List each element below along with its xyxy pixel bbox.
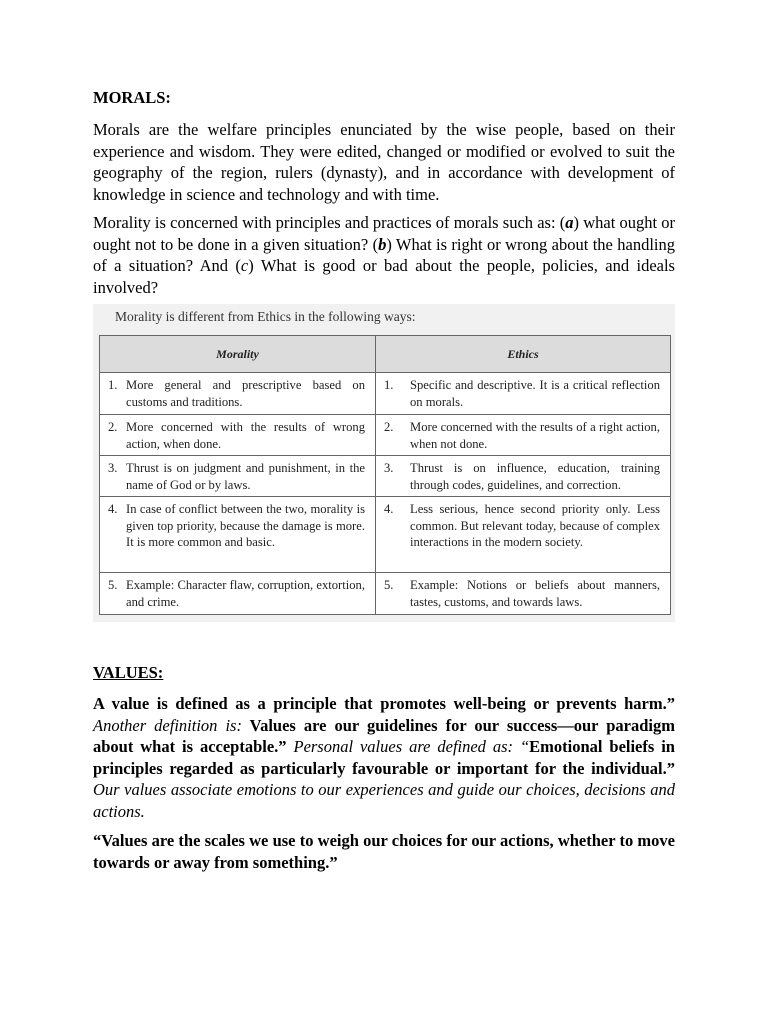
- cell-text: Example: Character flaw, corruption, extortion, and crime.: [126, 578, 365, 609]
- cell-text: More general and prescriptive based on customs and traditions.: [126, 378, 365, 409]
- morality-cell: [100, 573, 376, 615]
- morality-ethics-table: [99, 335, 671, 615]
- morality-cell: [100, 456, 376, 497]
- cell-text: Specific and descriptive. It is a critical reflection on morals.: [410, 378, 660, 409]
- cell-text: More concerned with the results of a right action, when not done.: [410, 420, 660, 451]
- table-row: [100, 497, 671, 573]
- morality-cell: [100, 497, 376, 573]
- table-row: [100, 573, 671, 615]
- label-a: a: [565, 213, 574, 232]
- text-run: ) What is good or bad about the people, policies, and ideals involved?: [93, 256, 675, 297]
- item-number: 2.: [384, 420, 394, 434]
- ethics-cell: [376, 373, 671, 415]
- ethics-cell: [376, 415, 671, 456]
- item-number: 1.: [108, 378, 118, 392]
- values-paragraph: [93, 693, 675, 822]
- values-heading: VALUES:: [93, 663, 164, 682]
- text-run: ) What is right or wrong about the handling of a situation? And (: [93, 234, 675, 275]
- ethics-cell: [376, 456, 671, 497]
- cell-text: Example: Notions or beliefs about manners, tastes, customs, and towards laws.: [410, 578, 660, 609]
- item-number: 5.: [108, 578, 118, 592]
- morals-paragraph-2: [93, 212, 675, 298]
- item-number: 4.: [384, 502, 394, 516]
- label-c: c: [240, 256, 249, 275]
- item-number: 1.: [384, 378, 394, 392]
- text-run: Morality is concerned with principles and practices of morals such as: (: [93, 213, 566, 232]
- morality-cell: [100, 373, 376, 415]
- item-number: 3.: [384, 461, 394, 475]
- table-row: [100, 415, 671, 456]
- header-morality: Morality: [100, 336, 376, 373]
- item-number: 3.: [108, 461, 118, 475]
- morals-heading: MORALS:: [93, 88, 171, 107]
- text-run: Values are our guidelines for our success—our paradigm about what is acceptable.”: [93, 715, 675, 756]
- value-definition: A value is defined as a principle that promotes well-being or prevents harm.”: [93, 694, 675, 713]
- text-run: Personal values are defined as: “: [286, 737, 530, 756]
- morality-cell: [100, 415, 376, 456]
- item-number: 4.: [108, 502, 118, 516]
- ethics-cell: [376, 573, 671, 615]
- cell-text: In case of conflict between the two, morality is given top priority, because the damage is more. It is more common and basic.: [126, 502, 365, 549]
- values-quote: “Values are the scales we use to weigh our choices for our actions, whether to move towards or away from something.”: [93, 831, 675, 872]
- label-b: b: [378, 234, 387, 254]
- table-caption: Morality is different from Ethics in the following ways:: [115, 309, 416, 324]
- comparison-figure: [93, 304, 675, 622]
- text-run: Another definition is:: [93, 715, 242, 735]
- cell-text: More concerned with the results of wrong action, when done.: [126, 420, 365, 451]
- cell-text: Less serious, hence second priority only. Less common. But relevant today, because of complex interactions in the modern society.: [410, 502, 660, 549]
- item-number: 2.: [108, 420, 118, 434]
- text-run: Our values associate emotions to our experiences and guide our choices, decisions and actions.: [93, 780, 675, 821]
- morals-paragraph-1: Morals are the welfare principles enunciated by the wise people, based on their experience and wisdom. They were edited, changed or modified or evolved to suit the geography of the region, rulers (dynasty), and in accordance with development of knowledge in science and technology and with time.: [93, 120, 675, 204]
- cell-text: Thrust is on influence, education, training through codes, guidelines, and correction.: [410, 461, 660, 492]
- text-run: ) what ought or ought not to be done in a given situation? (: [93, 213, 675, 254]
- item-number: 5.: [384, 578, 394, 592]
- table-row: [100, 373, 671, 415]
- cell-text: Thrust is on judgment and punishment, in the name of God or by laws.: [126, 461, 365, 492]
- header-ethics: Ethics: [376, 336, 671, 373]
- table-header-row: [100, 336, 671, 373]
- text-run: Emotional beliefs in principles regarded as particularly favourable or important for the individual.”: [93, 737, 675, 778]
- table-row: [100, 456, 671, 497]
- ethics-cell: [376, 497, 671, 573]
